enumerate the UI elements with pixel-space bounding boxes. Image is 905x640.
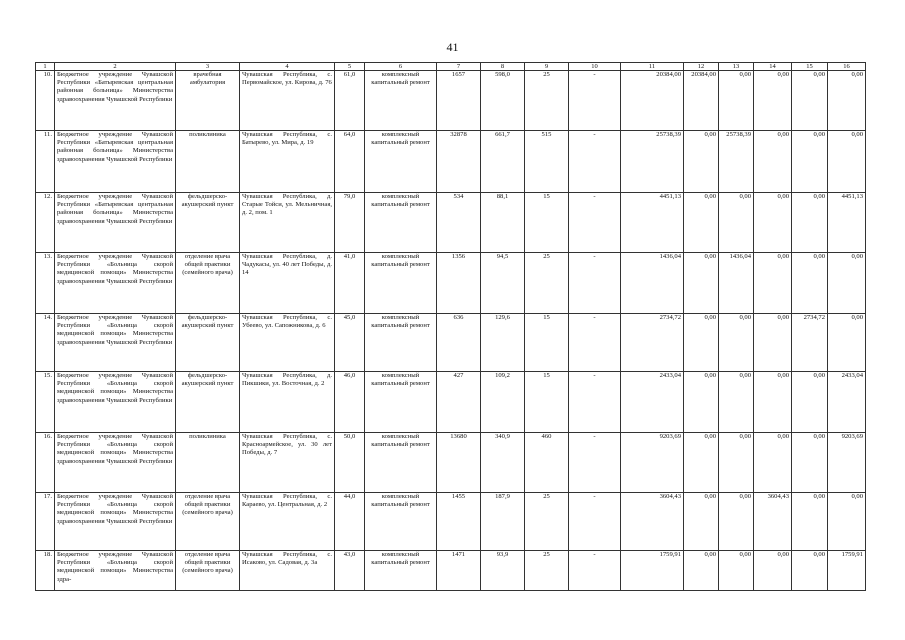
table-row (36, 193, 866, 253)
facility-type: отделение врача общей практики (семейного врача) (176, 551, 240, 591)
column-number-3: 3 (176, 63, 240, 71)
col-14-value: 0,00 (754, 253, 792, 314)
col-12-value: 0,00 (684, 253, 719, 314)
row-number: 17. (36, 493, 55, 551)
col-9-value: 25 (525, 493, 569, 551)
col-5-value: 43,0 (335, 551, 365, 591)
col-15-value: 0,00 (792, 551, 828, 591)
facility-type: фельдшерско-акушерский пункт (176, 372, 240, 433)
repair-type: комплексный капитальный ремонт (365, 314, 437, 372)
column-number-12: 12 (684, 63, 719, 71)
col-11-total: 25738,39 (621, 131, 684, 193)
col-13-value: 0,00 (719, 71, 754, 131)
col-11-total: 2734,72 (621, 314, 684, 372)
facility-type: фельдшерско-акушерский пункт (176, 193, 240, 253)
institution-name: Бюджетное учреждение Чувашской Республики «Больница скорой медицинской помощи» Министерства здравоохранения Чувашской Республики (55, 493, 176, 551)
row-number: 15. (36, 372, 55, 433)
institution-name: Бюджетное учреждение Чувашской Республики «Батыревская центральная районная больница» Министерства здравоохранения Чувашской Республики (55, 71, 176, 131)
column-number-8: 8 (481, 63, 525, 71)
col-14-value: 3604,43 (754, 493, 792, 551)
repair-type: комплексный капитальный ремонт (365, 493, 437, 551)
col-15-value: 0,00 (792, 433, 828, 493)
col-8-value: 598,0 (481, 71, 525, 131)
table-row (36, 314, 866, 372)
column-number-10: 10 (569, 63, 621, 71)
col-15-value: 0,00 (792, 193, 828, 253)
col-5-value: 79,0 (335, 193, 365, 253)
col-13-value: 0,00 (719, 314, 754, 372)
col-15-value: 2734,72 (792, 314, 828, 372)
repair-type: комплексный капитальный ремонт (365, 71, 437, 131)
institution-name: Бюджетное учреждение Чувашской Республики «Больница скорой медицинской помощи» Министерства здравоохранения Чувашской Республики (55, 314, 176, 372)
col-8-value: 187,9 (481, 493, 525, 551)
col-14-value: 0,00 (754, 193, 792, 253)
col-16-value: 9203,69 (828, 433, 866, 493)
col-10-value: - (569, 493, 621, 551)
col-10-value: - (569, 131, 621, 193)
col-14-value: 0,00 (754, 551, 792, 591)
col-8-value: 93,9 (481, 551, 525, 591)
column-number-11: 11 (621, 63, 684, 71)
facility-type: поликлиника (176, 131, 240, 193)
col-11-total: 20384,00 (621, 71, 684, 131)
column-number-6: 6 (365, 63, 437, 71)
column-number-14: 14 (754, 63, 792, 71)
capital-repair-table (35, 62, 866, 591)
col-9-value: 25 (525, 253, 569, 314)
col-9-value: 25 (525, 551, 569, 591)
col-9-value: 25 (525, 71, 569, 131)
table-row (36, 551, 866, 591)
facility-address: Чувашская Республика, с. Первомайское, ул. Кирова, д. 76 (240, 71, 335, 131)
facility-type: врачебная амбулатория (176, 71, 240, 131)
col-10-value: - (569, 193, 621, 253)
col-15-value: 0,00 (792, 253, 828, 314)
col-16-value: 0,00 (828, 253, 866, 314)
table-row (36, 71, 866, 131)
col-5-value: 41,0 (335, 253, 365, 314)
col-12-value: 0,00 (684, 372, 719, 433)
col-7-value: 1657 (437, 71, 481, 131)
repair-type: комплексный капитальный ремонт (365, 551, 437, 591)
col-15-value: 0,00 (792, 71, 828, 131)
facility-type: фельдшерско-акушерский пункт (176, 314, 240, 372)
col-11-total: 1436,04 (621, 253, 684, 314)
col-16-value: 2433,04 (828, 372, 866, 433)
repair-type: комплексный капитальный ремонт (365, 372, 437, 433)
col-7-value: 427 (437, 372, 481, 433)
column-number-16: 16 (828, 63, 866, 71)
col-9-value: 15 (525, 193, 569, 253)
col-12-value: 0,00 (684, 193, 719, 253)
page-number: 41 (446, 40, 459, 54)
col-16-value: 4451,13 (828, 193, 866, 253)
col-14-value: 0,00 (754, 372, 792, 433)
table-row (36, 433, 866, 493)
col-10-value: - (569, 314, 621, 372)
col-16-value: 0,00 (828, 493, 866, 551)
repair-type: комплексный капитальный ремонт (365, 193, 437, 253)
col-16-value: 0,00 (828, 71, 866, 131)
col-8-value: 340,9 (481, 433, 525, 493)
column-number-1: 1 (36, 63, 55, 71)
col-11-total: 4451,13 (621, 193, 684, 253)
col-10-value: - (569, 253, 621, 314)
column-number-row (36, 63, 866, 71)
col-7-value: 13680 (437, 433, 481, 493)
col-15-value: 0,00 (792, 493, 828, 551)
col-12-value: 20384,00 (684, 71, 719, 131)
col-8-value: 109,2 (481, 372, 525, 433)
table-row (36, 372, 866, 433)
institution-name: Бюджетное учреждение Чувашской Республики «Больница скорой медицинской помощи» Министерства здравоохранения Чувашской Республики (55, 253, 176, 314)
col-13-value: 25738,39 (719, 131, 754, 193)
col-7-value: 1471 (437, 551, 481, 591)
row-number: 13. (36, 253, 55, 314)
col-13-value: 0,00 (719, 493, 754, 551)
institution-name: Бюджетное учреждение Чувашской Республики «Больница скорой медицинской помощи» Министерства здравоохранения Чувашской Республики (55, 433, 176, 493)
col-7-value: 32878 (437, 131, 481, 193)
col-8-value: 88,1 (481, 193, 525, 253)
col-5-value: 45,0 (335, 314, 365, 372)
col-5-value: 46,0 (335, 372, 365, 433)
col-14-value: 0,00 (754, 131, 792, 193)
column-number-2: 2 (55, 63, 176, 71)
repair-type: комплексный капитальный ремонт (365, 433, 437, 493)
column-number-5: 5 (335, 63, 365, 71)
col-11-total: 1759,91 (621, 551, 684, 591)
col-10-value: - (569, 433, 621, 493)
col-9-value: 515 (525, 131, 569, 193)
column-number-9: 9 (525, 63, 569, 71)
facility-address: Чувашская Республика, с. Исаково, ул. Садовая, д. 3а (240, 551, 335, 591)
col-16-value: 0,00 (828, 314, 866, 372)
col-11-total: 3604,43 (621, 493, 684, 551)
facility-type: отделение врача общей практики (семейного врача) (176, 493, 240, 551)
col-7-value: 1356 (437, 253, 481, 314)
facility-address: Чувашская Республика, д. Пикшики, ул. Восточная, д. 2 (240, 372, 335, 433)
col-13-value: 0,00 (719, 433, 754, 493)
row-number: 16. (36, 433, 55, 493)
col-8-value: 94,5 (481, 253, 525, 314)
col-10-value: - (569, 551, 621, 591)
col-7-value: 1455 (437, 493, 481, 551)
col-11-total: 2433,04 (621, 372, 684, 433)
col-5-value: 44,0 (335, 493, 365, 551)
facility-address: Чувашская Республика, с. Красноармейское, ул. 30 лет Победы, д. 7 (240, 433, 335, 493)
col-12-value: 0,00 (684, 314, 719, 372)
col-12-value: 0,00 (684, 433, 719, 493)
facility-type: поликлиника (176, 433, 240, 493)
institution-name: Бюджетное учреждение Чувашской Республики «Больница скорой медицинской помощи» Министерства здравоохранения Чувашской Республики (55, 372, 176, 433)
col-12-value: 0,00 (684, 131, 719, 193)
institution-name: Бюджетное учреждение Чувашской Республики «Больница скорой медицинской помощи» Министерства здра- (55, 551, 176, 591)
col-12-value: 0,00 (684, 493, 719, 551)
table-row (36, 253, 866, 314)
row-number: 14. (36, 314, 55, 372)
col-5-value: 61,0 (335, 71, 365, 131)
col-9-value: 15 (525, 314, 569, 372)
col-14-value: 0,00 (754, 314, 792, 372)
facility-address: Чувашская Республика, с. Караево, ул. Центральная, д. 2 (240, 493, 335, 551)
row-number: 10. (36, 71, 55, 131)
col-7-value: 534 (437, 193, 481, 253)
column-number-7: 7 (437, 63, 481, 71)
column-number-4: 4 (240, 63, 335, 71)
row-number: 11. (36, 131, 55, 193)
facility-address: Чувашская Республика, д. Старые Тойси, ул. Мельничная, д. 2, пом. 1 (240, 193, 335, 253)
col-14-value: 0,00 (754, 71, 792, 131)
facility-address: Чувашская Республика, д. Чадукасы, ул. 40 лет Победы, д. 14 (240, 253, 335, 314)
col-9-value: 460 (525, 433, 569, 493)
facility-type: отделение врача общей практики (семейного врача) (176, 253, 240, 314)
col-13-value: 1436,04 (719, 253, 754, 314)
column-number-13: 13 (719, 63, 754, 71)
institution-name: Бюджетное учреждение Чувашской Республики «Батыревская центральная районная больница» Министерства здравоохранения Чувашской Республики (55, 131, 176, 193)
col-5-value: 64,0 (335, 131, 365, 193)
row-number: 12. (36, 193, 55, 253)
col-13-value: 0,00 (719, 193, 754, 253)
repair-type: комплексный капитальный ремонт (365, 131, 437, 193)
col-7-value: 636 (437, 314, 481, 372)
facility-address: Чувашская Республика, с. Батырево, ул. Мира, д. 19 (240, 131, 335, 193)
col-13-value: 0,00 (719, 551, 754, 591)
col-5-value: 50,0 (335, 433, 365, 493)
col-16-value: 1759,91 (828, 551, 866, 591)
repair-type: комплексный капитальный ремонт (365, 253, 437, 314)
col-14-value: 0,00 (754, 433, 792, 493)
col-12-value: 0,00 (684, 551, 719, 591)
col-8-value: 129,6 (481, 314, 525, 372)
col-15-value: 0,00 (792, 131, 828, 193)
table-row (36, 493, 866, 551)
col-10-value: - (569, 372, 621, 433)
col-11-total: 9203,69 (621, 433, 684, 493)
col-16-value: 0,00 (828, 131, 866, 193)
institution-name: Бюджетное учреждение Чувашской Республики «Батыревская центральная районная больница» Министерства здравоохранения Чувашской Республики (55, 193, 176, 253)
col-8-value: 661,7 (481, 131, 525, 193)
col-15-value: 0,00 (792, 372, 828, 433)
row-number: 18. (36, 551, 55, 591)
col-10-value: - (569, 71, 621, 131)
col-13-value: 0,00 (719, 372, 754, 433)
column-number-15: 15 (792, 63, 828, 71)
table-row (36, 131, 866, 193)
facility-address: Чувашская Республика, с. Убеево, ул. Сапожникова, д. 6 (240, 314, 335, 372)
col-9-value: 15 (525, 372, 569, 433)
